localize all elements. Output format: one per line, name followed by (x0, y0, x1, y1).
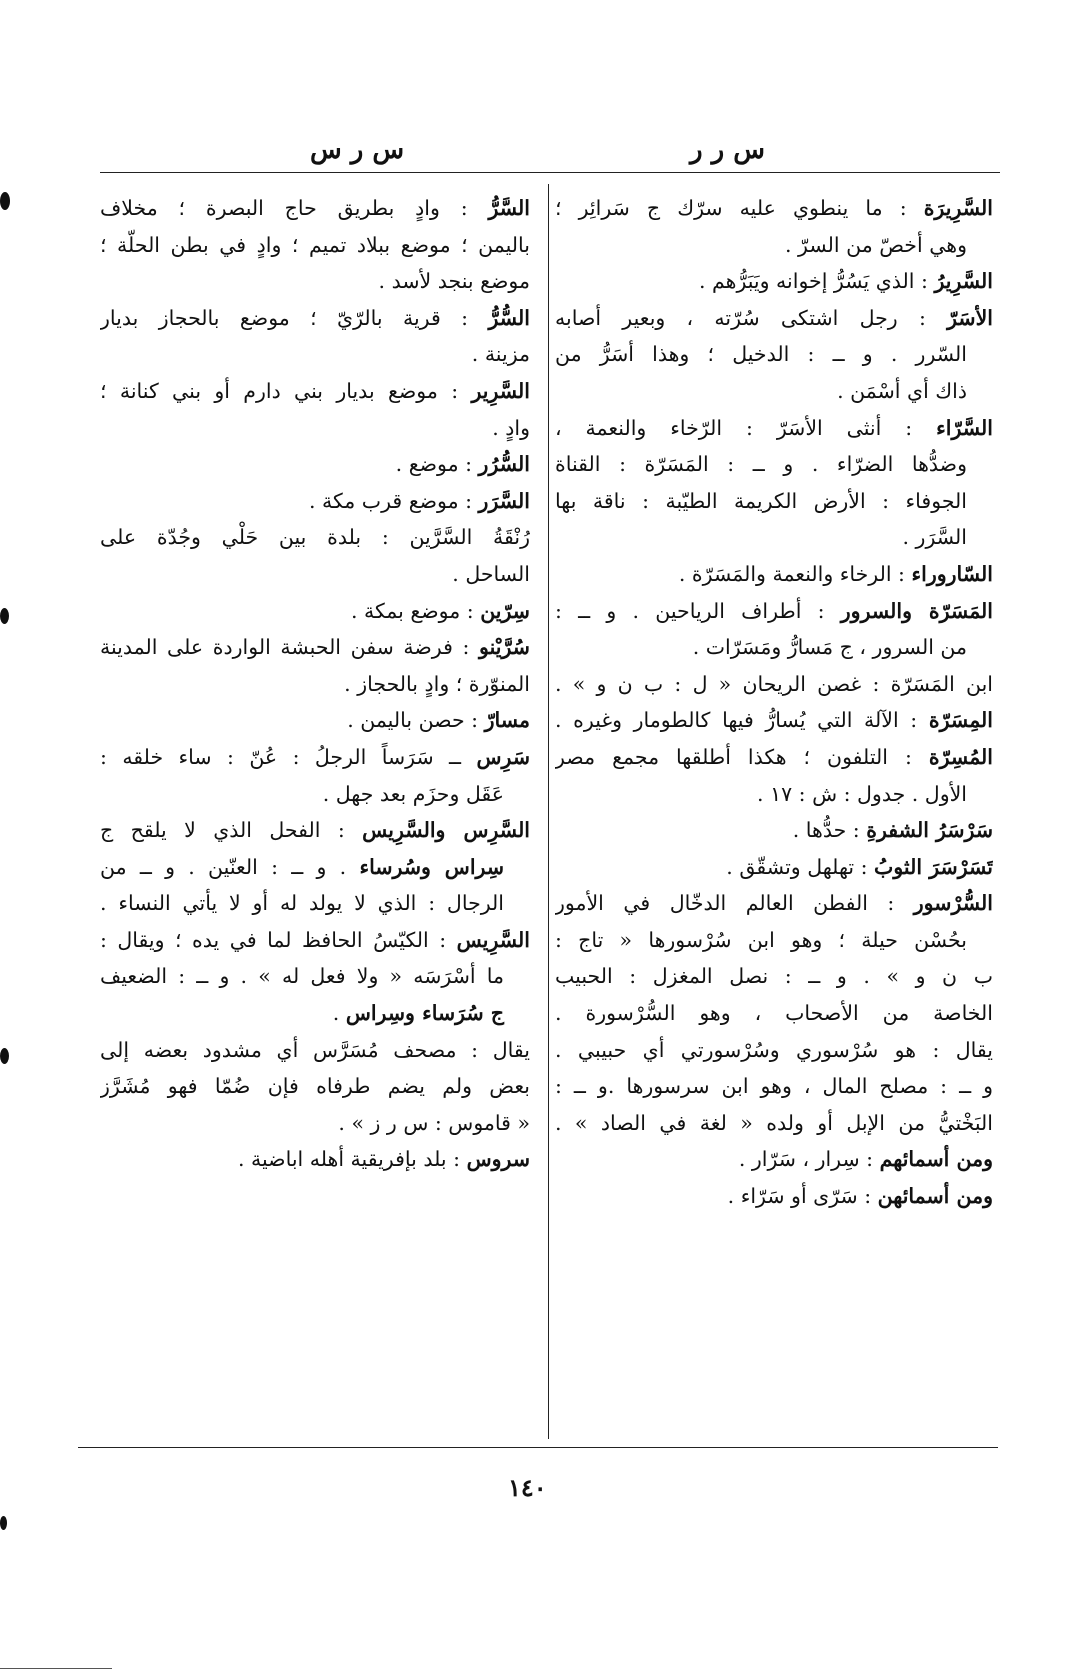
definition-text: : الفطن العالم الدخّال في الأمور (555, 891, 914, 916)
entry-line (555, 373, 993, 410)
headword: السَّرَر (478, 488, 530, 513)
headword: سِراس وسُرساء (359, 854, 505, 879)
entry-line (100, 1068, 530, 1105)
header-rule (100, 172, 1000, 173)
definition-text: بحُسْن حيلة ؛ وهو ابن سُرْسورها « تاج : (555, 927, 967, 952)
definition-text: وضدُّها الضرّاء . و ــ : المَسَرّة : القناة (555, 452, 967, 477)
definition-text: الرجال : الذي لا يولد له أو لا يأتي النساء . (100, 891, 504, 916)
headword: السَّرِيرَة (923, 196, 993, 220)
definition-text: « قاموس : س ر ز » . (338, 1110, 530, 1135)
entry-line (100, 519, 530, 556)
headword: السَّرِس والسَّرِيس (362, 818, 530, 843)
definition-text: : سَرّى أو سَرّاء . (727, 1184, 878, 1209)
definition-text: : بلد بإفريقية أهله اباضية . (237, 1147, 467, 1172)
footer-rule (78, 1447, 998, 1448)
headword: السَّرِيس (456, 927, 530, 952)
headword: السَّرُّ (488, 196, 530, 220)
headword: ومن أسمائهن (877, 1184, 993, 1209)
scan-edge-mark (0, 608, 9, 624)
entry-line (100, 739, 530, 776)
running-header-right: س ر ر (690, 135, 765, 165)
entry-line (555, 519, 993, 556)
definition-text: : أطراف الرياحين . و ــ : (555, 598, 841, 623)
scan-edge-mark (0, 1516, 7, 1530)
entry-line (100, 1141, 530, 1178)
definition-text: الساحل . (452, 561, 530, 586)
headword: المَسَرّة والسرور (840, 598, 993, 623)
right-column (555, 190, 993, 1215)
definition-text: وهي أخصّ من السرّ . (785, 232, 967, 257)
entry-line (100, 593, 530, 630)
definition-text: ما أسْرَسَه « ولا فعل له » . و ــ : الضعيف (100, 964, 504, 989)
headword: سِرّين (480, 598, 530, 623)
definition-text: مزينة . (471, 342, 530, 367)
definition-text: : موضع بمكة . (350, 598, 481, 623)
definition-text: : سِرار ، سَرّار . (738, 1147, 880, 1172)
column-divider (548, 184, 549, 1439)
definition-text: موضع بنجد لأسد . (378, 269, 530, 294)
definition-text: من السرور ، ج مَسارُّ ومَسَرّات . (692, 635, 967, 660)
headword: السَّرِير (471, 378, 530, 403)
entry-line (100, 1032, 530, 1069)
entry-line (100, 263, 530, 300)
entry-line (555, 1105, 993, 1142)
entry-line (555, 702, 993, 739)
definition-text: السّرر . و ــ : الدخيل ؛ وهذا أسَرُّ من (555, 342, 967, 367)
entry-line (100, 410, 530, 447)
entry-line (555, 300, 993, 337)
definition-text: : التلفون ؛ هكذا أطلقها مجمع مصر (555, 744, 929, 769)
definition-text: الجوفاء : الأرض الكريمة الطيّبة : ناقة بها (555, 488, 967, 513)
definition-text: : موضع . (395, 452, 479, 477)
headword: ومن أسمائهم (879, 1147, 993, 1172)
definition-text: : الآلة التي يُسارُّ فيها كالطومار وغيره . (555, 708, 929, 733)
entry-line (555, 812, 993, 849)
definition-text: . و ــ : العنّين . و ــ من (100, 854, 360, 879)
definition-text: : ما ينطوي عليه سرّك ج سَرائِر ؛ (555, 196, 924, 220)
entry-line (100, 995, 530, 1032)
headword: سَرْسَرُ الشفرةِ (866, 818, 993, 843)
entry-line (555, 1141, 993, 1178)
headword: سروس (466, 1147, 530, 1172)
headword: تَسَرْسَرَ الثوبُ (874, 854, 993, 879)
entry-line (555, 410, 993, 447)
headword: السَّرّاء (936, 415, 993, 440)
entry-line (100, 300, 530, 337)
headword: السّاروراء (911, 561, 993, 586)
definition-text: الخاصة من الأصحاب ، وهو السُّرْسورة . (555, 1001, 993, 1026)
definition-text: . (332, 1001, 346, 1026)
definition-text: : حصن باليمن . (347, 708, 485, 733)
definition-text: ذاك أي أسْمَن . (837, 378, 967, 403)
entry-line (555, 1068, 993, 1105)
entry-line (100, 1105, 530, 1142)
entry-line (100, 885, 530, 922)
definition-text: رُنْقَةُ السَّرَّين : بلدة بين حَلْي وجُدّة على (100, 525, 530, 550)
definition-text: : الذي يَسُرُّ إخوانه ويَبَرُّهم . (698, 269, 935, 294)
definition-text: : تهلهل وتشقّق . (726, 854, 875, 879)
entry-line (555, 666, 993, 703)
definition-text: و ــ : مصلح المال ، وهو ابن سرسورها .و ــ : (555, 1074, 993, 1099)
entry-line (555, 739, 993, 776)
entry-line (100, 556, 530, 593)
definition-text: يقال : هو سُرْسوري وسُرْسورتي أي حبيبي . (555, 1037, 993, 1062)
definition-text: : أنثى الأسَرّ : الرّخاء والنعمة ، (555, 415, 937, 440)
headword: السُّرْسور (913, 891, 993, 916)
entry-line (100, 227, 530, 264)
headword: المُسِرّة (928, 744, 993, 769)
headword: السُّرُر (478, 452, 530, 477)
entry-line (100, 776, 530, 813)
definition-text: : الرخاء والنعمة والمَسَرّة . (678, 561, 912, 586)
definition-text: : الفحل الذي لا يلقح ج (100, 818, 363, 843)
headword: السُّرُّ (488, 305, 530, 330)
entry-line (555, 629, 993, 666)
definition-text: ــ سَرَساً الرجلُ : عُنّ : ساء خلقه : (100, 744, 477, 769)
entry-line (555, 1032, 993, 1069)
definition-text: البَخْتيُّ من الإبل أو ولده « لغة في الصاد » . (555, 1110, 993, 1135)
entry-line (100, 812, 530, 849)
headword: السَّرِيرُ (934, 269, 993, 294)
definition-text: عَقَل وحزَم بعد جهل . (322, 781, 504, 806)
footnote-rule (0, 1668, 112, 1669)
definition-text: المنوّرة ؛ وادٍ بالحجاز . (344, 671, 530, 696)
headword: مسارّ (484, 708, 530, 733)
definition-text: : الكيّسُ الحافظ لما في يده ؛ ويقال : (100, 927, 457, 952)
entry-line (555, 263, 993, 300)
headword: سَرِس (476, 744, 530, 769)
entry-line (555, 922, 993, 959)
entry-line (555, 885, 993, 922)
entry-line (555, 958, 993, 995)
scan-edge-mark (0, 1048, 9, 1064)
definition-text: السَّرَر . (902, 525, 967, 550)
entry-line (555, 1178, 993, 1215)
entry-line (100, 190, 530, 227)
headword: المِسَرّة (928, 708, 993, 733)
entry-line (100, 666, 530, 703)
definition-text: ب ن و » . و ــ : نصل المغزل : الحبيب (555, 964, 993, 989)
definition-text: ابن المَسَرّة : غصن الريحان « ل : ب ن و » . (555, 671, 993, 696)
definition-text: وادٍ . (492, 415, 530, 440)
left-column (100, 190, 530, 1178)
entry-line (100, 922, 530, 959)
entry-line (555, 776, 993, 813)
entry-line (100, 629, 530, 666)
entry-line (555, 556, 993, 593)
headword: سُرَّيْنو (479, 635, 530, 660)
definition-text: : حدُّها . (792, 818, 867, 843)
definition-text: باليمن ؛ موضع ببلاد تميم ؛ وادٍ في بطن الحلّة ؛ (100, 232, 530, 257)
definition-text: : وادٍ بطريق حاج البصرة ؛ مخلاف (100, 196, 489, 220)
entry-line (555, 593, 993, 630)
entry-line (100, 336, 530, 373)
entry-line (100, 483, 530, 520)
entry-line (555, 483, 993, 520)
entry-line (555, 849, 993, 886)
page-number: ١٤٠ (508, 1473, 547, 1502)
entry-line (100, 702, 530, 739)
definition-text: يقال : مصحف مُسَرَّس أي مشدود بعضه إلى (100, 1037, 530, 1062)
entry-line (100, 446, 530, 483)
scan-edge-mark (0, 192, 10, 210)
definition-text: الأول . جدول : ش : ١٧ . (757, 781, 967, 806)
definition-text: : فرضة سفن الحبشة الواردة على المدينة (100, 635, 480, 660)
entry-line (100, 849, 530, 886)
definition-text: : قرية بالرّيّ ؛ موضع بالحجاز بديار (100, 305, 489, 330)
headword: ج سُرَساء وسِراس (345, 1001, 504, 1026)
headword: الأسَرّ (947, 305, 993, 330)
definition-text: : رجل اشتكى سُرّته ، وبعير أصابه (555, 305, 948, 330)
definition-text: : موضع قرب مكة . (308, 488, 479, 513)
entry-line (100, 373, 530, 410)
running-header-left: س ر س (310, 135, 405, 165)
definition-text: : موضع بديار بني دارم أو بني كنانة ؛ (100, 378, 472, 403)
entry-line (555, 336, 993, 373)
entry-line (555, 446, 993, 483)
entry-line (555, 227, 993, 264)
entry-line (555, 995, 993, 1032)
entry-line (100, 958, 530, 995)
definition-text: بعض ولم يضم طرفاه فإن ضُمّا فهو مُشَرَّز (100, 1074, 530, 1099)
entry-line (555, 190, 993, 227)
